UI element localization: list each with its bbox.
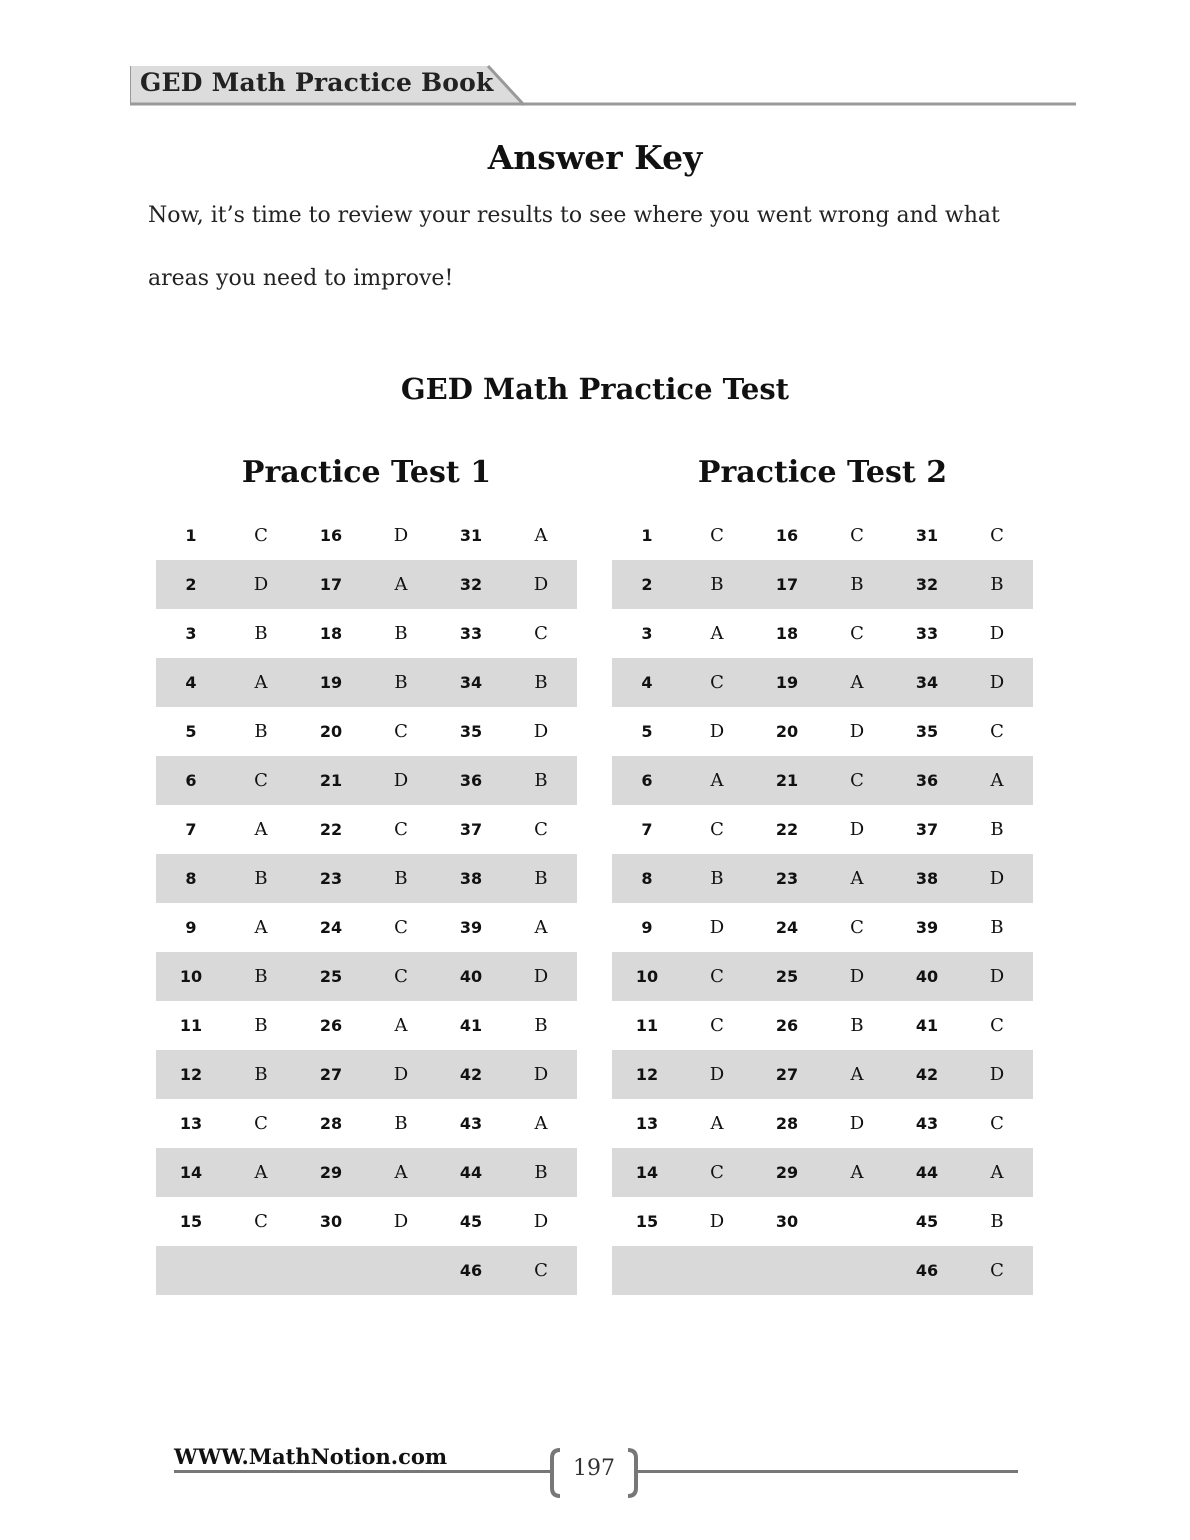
table-row <box>156 560 577 609</box>
question-number: 2 <box>185 575 197 594</box>
question-number: 5 <box>185 722 197 741</box>
question-number: 39 <box>459 918 483 937</box>
table-row <box>612 854 1033 903</box>
answer-letter: C <box>394 917 408 938</box>
answer-letter: C <box>254 1113 268 1134</box>
question-number: 23 <box>775 869 799 888</box>
question-number: 45 <box>915 1212 939 1231</box>
question-number: 3 <box>641 624 653 643</box>
answer-letter: B <box>990 819 1004 840</box>
answer-letter: A <box>534 1113 548 1134</box>
answer-letter: C <box>534 819 548 840</box>
answer-letter: B <box>710 868 724 889</box>
answer-letter: A <box>850 1064 864 1085</box>
question-number: 35 <box>915 722 939 741</box>
answer-letter: D <box>849 966 865 987</box>
question-number: 5 <box>641 722 653 741</box>
question-number: 27 <box>319 1065 343 1084</box>
question-number: 17 <box>775 575 799 594</box>
answer-letter: D <box>849 721 865 742</box>
answer-letter: C <box>534 1260 548 1281</box>
table-row <box>612 1246 1033 1295</box>
question-number: 15 <box>179 1212 203 1231</box>
table-row <box>612 560 1033 609</box>
answer-letter: D <box>393 1211 409 1232</box>
question-number: 32 <box>459 575 483 594</box>
question-number: 1 <box>641 526 653 545</box>
question-number: 21 <box>319 771 343 790</box>
question-number: 33 <box>915 624 939 643</box>
question-number: 33 <box>459 624 483 643</box>
answer-letter: B <box>394 672 408 693</box>
question-number: 28 <box>319 1114 343 1133</box>
question-number: 12 <box>179 1065 203 1084</box>
table-row <box>156 903 577 952</box>
answer-letter: B <box>534 672 548 693</box>
question-number: 41 <box>915 1016 939 1035</box>
question-number: 41 <box>459 1016 483 1035</box>
table-row <box>156 756 577 805</box>
question-number: 20 <box>775 722 799 741</box>
answer-letter: B <box>534 1162 548 1183</box>
question-number: 39 <box>915 918 939 937</box>
question-number: 15 <box>635 1212 659 1231</box>
answer-letter: A <box>254 672 268 693</box>
answer-letter: C <box>990 1113 1004 1134</box>
answer-letter: D <box>533 1211 549 1232</box>
question-number: 40 <box>459 967 483 986</box>
question-number: 43 <box>915 1114 939 1133</box>
answer-letter: D <box>709 917 725 938</box>
question-number: 16 <box>319 526 343 545</box>
table-row <box>156 1148 577 1197</box>
answer-letter: C <box>850 525 864 546</box>
question-number: 43 <box>459 1114 483 1133</box>
answer-letter: B <box>850 1015 864 1036</box>
page-number: 197 <box>573 1456 615 1481</box>
question-number: 16 <box>775 526 799 545</box>
answer-letter: C <box>990 525 1004 546</box>
answer-letter: D <box>989 868 1005 889</box>
answer-letter: C <box>394 966 408 987</box>
answer-letter: C <box>394 721 408 742</box>
question-number: 36 <box>915 771 939 790</box>
answer-letter: C <box>850 917 864 938</box>
answer-letter: D <box>709 1211 725 1232</box>
table-row <box>156 511 577 560</box>
question-number: 6 <box>641 771 653 790</box>
answer-letter: B <box>850 574 864 595</box>
answer-letter: C <box>850 770 864 791</box>
table-row <box>612 1197 1033 1246</box>
question-number: 4 <box>641 673 653 692</box>
question-number: 40 <box>915 967 939 986</box>
answer-letter: B <box>254 623 268 644</box>
answer-letter: B <box>394 1113 408 1134</box>
question-number: 17 <box>319 575 343 594</box>
answer-letter: D <box>393 770 409 791</box>
question-number: 8 <box>185 869 197 888</box>
table-row <box>612 756 1033 805</box>
answer-letter: D <box>253 574 269 595</box>
table-row <box>156 1001 577 1050</box>
answer-letter: B <box>394 868 408 889</box>
question-number: 29 <box>775 1163 799 1182</box>
answer-letter: A <box>394 574 408 595</box>
question-number: 36 <box>459 771 483 790</box>
intro-line-1: Now, it’s time to review your results to see where you went wrong and what <box>148 203 1000 228</box>
answer-letter: A <box>710 623 724 644</box>
table-row <box>612 1001 1033 1050</box>
answer-letter: A <box>394 1015 408 1036</box>
answer-letter: C <box>710 1162 724 1183</box>
answer-letter: C <box>254 525 268 546</box>
answer-letter: B <box>254 966 268 987</box>
question-number: 31 <box>915 526 939 545</box>
question-number: 14 <box>635 1163 659 1182</box>
answer-letter: C <box>534 623 548 644</box>
question-number: 23 <box>319 869 343 888</box>
question-number: 26 <box>319 1016 343 1035</box>
footer-rule-left <box>174 1470 552 1473</box>
answer-letter: D <box>989 1064 1005 1085</box>
question-number: 42 <box>459 1065 483 1084</box>
answer-letter: B <box>534 770 548 791</box>
question-number: 25 <box>319 967 343 986</box>
question-number: 37 <box>459 820 483 839</box>
question-number: 14 <box>179 1163 203 1182</box>
question-number: 13 <box>635 1114 659 1133</box>
table-row <box>612 511 1033 560</box>
table-row <box>612 1050 1033 1099</box>
test-2-title: Practice Test 2 <box>697 455 948 490</box>
table-row <box>156 658 577 707</box>
table-row <box>612 658 1033 707</box>
answer-letter: A <box>850 1162 864 1183</box>
question-number: 37 <box>915 820 939 839</box>
answer-letter: A <box>850 672 864 693</box>
question-number: 31 <box>459 526 483 545</box>
question-number: 4 <box>185 673 197 692</box>
answer-letter: B <box>254 721 268 742</box>
question-number: 30 <box>319 1212 343 1231</box>
table-row <box>612 903 1033 952</box>
answer-letter: A <box>254 1162 268 1183</box>
answer-letter: D <box>849 819 865 840</box>
answer-letter: A <box>990 770 1004 791</box>
answer-letter: A <box>710 770 724 791</box>
answer-letter: A <box>534 525 548 546</box>
answer-letter: B <box>534 868 548 889</box>
answer-letter: B <box>990 574 1004 595</box>
answer-letter: A <box>394 1162 408 1183</box>
answer-letter: C <box>990 721 1004 742</box>
answer-letter: D <box>533 1064 549 1085</box>
answer-letter: D <box>533 966 549 987</box>
table-row <box>156 1050 577 1099</box>
table-row <box>156 952 577 1001</box>
answer-letter: D <box>533 721 549 742</box>
table-row <box>612 1099 1033 1148</box>
question-number: 35 <box>459 722 483 741</box>
question-number: 38 <box>915 869 939 888</box>
table-row <box>612 707 1033 756</box>
answer-letter: B <box>990 917 1004 938</box>
intro-line-2: areas you need to improve! <box>148 266 454 291</box>
question-number: 34 <box>915 673 939 692</box>
question-number: 30 <box>775 1212 799 1231</box>
question-number: 7 <box>641 820 653 839</box>
question-number: 12 <box>635 1065 659 1084</box>
table-row <box>156 805 577 854</box>
answer-letter: C <box>710 966 724 987</box>
table-row <box>612 1148 1033 1197</box>
answer-letter: A <box>254 917 268 938</box>
question-number: 19 <box>319 673 343 692</box>
answer-letter: B <box>534 1015 548 1036</box>
question-number: 27 <box>775 1065 799 1084</box>
footer-url: WWW.MathNotion.com <box>174 1444 448 1469</box>
question-number: 19 <box>775 673 799 692</box>
answer-letter: C <box>990 1015 1004 1036</box>
answer-table-test-1 <box>156 511 577 1295</box>
question-number: 24 <box>775 918 799 937</box>
answer-letter: D <box>709 721 725 742</box>
answer-letter: B <box>254 1015 268 1036</box>
answer-letter: B <box>254 868 268 889</box>
question-number: 38 <box>459 869 483 888</box>
answer-letter: D <box>989 966 1005 987</box>
question-number: 10 <box>179 967 203 986</box>
answer-letter: B <box>990 1211 1004 1232</box>
question-number: 3 <box>185 624 197 643</box>
answer-letter: C <box>394 819 408 840</box>
question-number: 26 <box>775 1016 799 1035</box>
table-row <box>612 952 1033 1001</box>
question-number: 29 <box>319 1163 343 1182</box>
table-row <box>612 805 1033 854</box>
answer-letter: A <box>710 1113 724 1134</box>
test-1-title: Practice Test 1 <box>241 455 492 490</box>
question-number: 34 <box>459 673 483 692</box>
answer-letter: C <box>710 819 724 840</box>
table-row <box>156 1246 577 1295</box>
question-number: 9 <box>641 918 653 937</box>
question-number: 9 <box>185 918 197 937</box>
table-row <box>156 1197 577 1246</box>
answer-letter: C <box>710 525 724 546</box>
section-title: GED Math Practice Test <box>400 372 790 406</box>
answer-letter: D <box>393 525 409 546</box>
question-number: 45 <box>459 1212 483 1231</box>
question-number: 28 <box>775 1114 799 1133</box>
answer-letter: B <box>394 623 408 644</box>
answer-letter: D <box>989 623 1005 644</box>
answer-letter: B <box>254 1064 268 1085</box>
page-number-box <box>550 1448 638 1496</box>
question-number: 44 <box>459 1163 483 1182</box>
question-number: 7 <box>185 820 197 839</box>
question-number: 32 <box>915 575 939 594</box>
answer-letter: A <box>990 1162 1004 1183</box>
question-number: 22 <box>775 820 799 839</box>
answer-letter: C <box>254 1211 268 1232</box>
question-number: 42 <box>915 1065 939 1084</box>
question-number: 24 <box>319 918 343 937</box>
question-number: 10 <box>635 967 659 986</box>
question-number: 18 <box>319 624 343 643</box>
answer-letter: D <box>849 1113 865 1134</box>
answer-letter: D <box>989 672 1005 693</box>
question-number: 18 <box>775 624 799 643</box>
question-number: 11 <box>179 1016 203 1035</box>
question-number: 13 <box>179 1114 203 1133</box>
answer-letter: C <box>710 1015 724 1036</box>
answer-letter: D <box>393 1064 409 1085</box>
table-row <box>156 1099 577 1148</box>
answer-letter: B <box>710 574 724 595</box>
footer-rule-right <box>636 1470 1018 1473</box>
question-number: 20 <box>319 722 343 741</box>
answer-letter: D <box>709 1064 725 1085</box>
question-number: 46 <box>915 1261 939 1280</box>
question-number: 11 <box>635 1016 659 1035</box>
answer-letter: C <box>850 623 864 644</box>
answer-letter: C <box>990 1260 1004 1281</box>
answer-letter: C <box>254 770 268 791</box>
answer-letter: A <box>254 819 268 840</box>
answer-letter: A <box>850 868 864 889</box>
question-number: 46 <box>459 1261 483 1280</box>
table-row <box>156 854 577 903</box>
table-row <box>156 707 577 756</box>
header-title: GED Math Practice Book <box>140 68 494 97</box>
question-number: 22 <box>319 820 343 839</box>
question-number: 21 <box>775 771 799 790</box>
table-row <box>612 609 1033 658</box>
answer-letter: C <box>710 672 724 693</box>
question-number: 8 <box>641 869 653 888</box>
table-row <box>156 609 577 658</box>
question-number: 2 <box>641 575 653 594</box>
answer-table-test-2 <box>612 511 1033 1295</box>
question-number: 25 <box>775 967 799 986</box>
answer-letter: A <box>534 917 548 938</box>
question-number: 1 <box>185 526 197 545</box>
question-number: 6 <box>185 771 197 790</box>
page-title: Answer Key <box>487 138 703 177</box>
answer-letter: D <box>533 574 549 595</box>
question-number: 44 <box>915 1163 939 1182</box>
